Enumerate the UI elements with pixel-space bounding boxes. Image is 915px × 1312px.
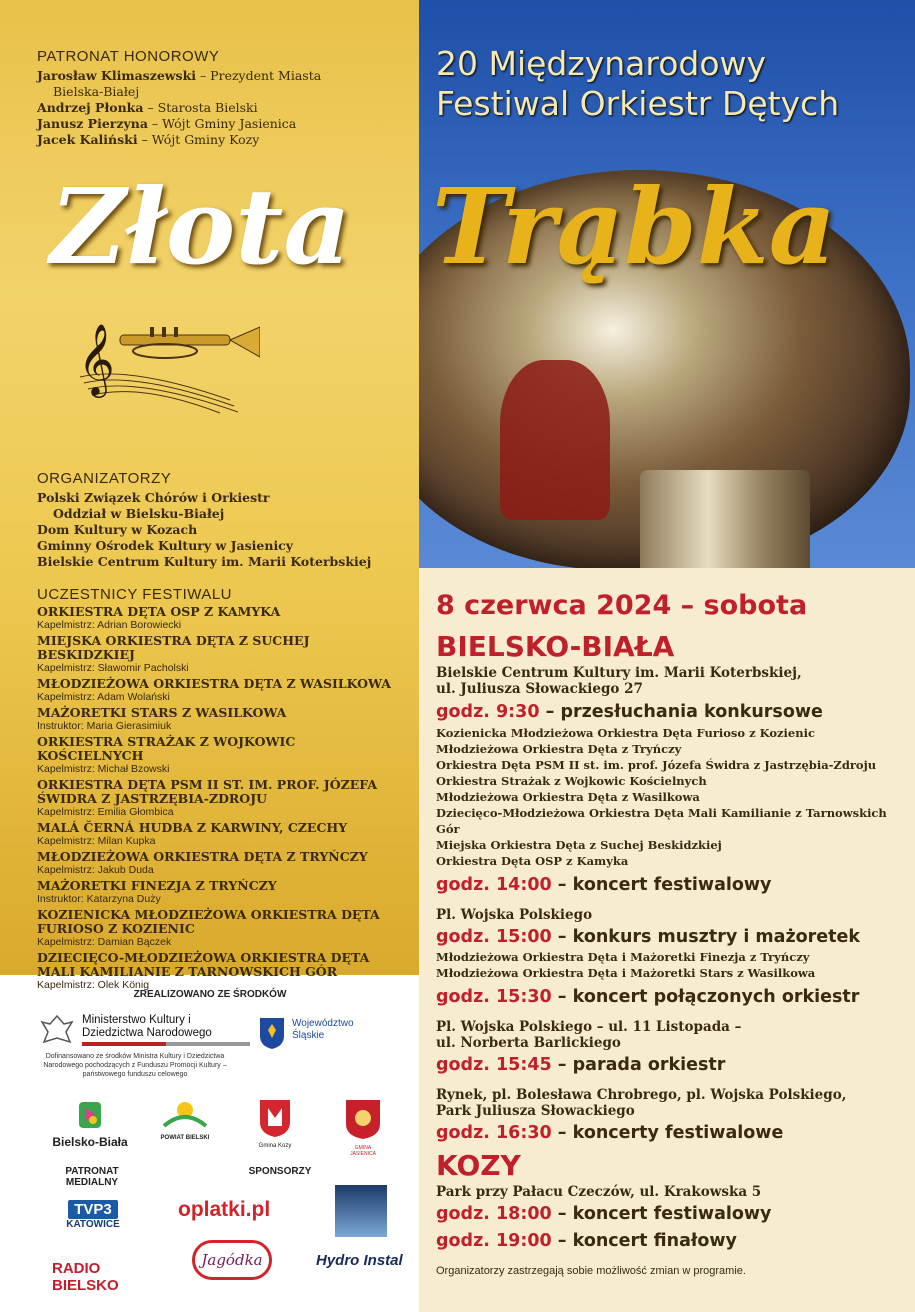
event-time: godz. 14:00 xyxy=(436,875,552,895)
tvp-city: KATOWICE xyxy=(66,1219,120,1230)
bielsko-logo xyxy=(50,1100,130,1149)
kozy-logo xyxy=(255,1098,295,1149)
organizer: Dom Kultury w Kozach xyxy=(37,522,198,537)
event-desc: – koncert festiwalowy xyxy=(551,1204,772,1224)
program-note: Organizatorzy zastrzegają sobie możliwość zmian w programie. xyxy=(436,1265,746,1277)
patron-role: – Wójt Gminy Jasienica xyxy=(147,116,297,131)
venue-address: Bielskie Centrum Kultury im. Marii Koterbskiej, xyxy=(436,665,802,681)
venue-address: Pl. Wojska Polskiego xyxy=(436,907,593,923)
event-time-row xyxy=(436,700,906,724)
event-time-row xyxy=(436,873,906,897)
participant-name: MAŻORETKI FINEZJA Z TRYŃCZY xyxy=(37,878,277,893)
organizer: Bielskie Centrum Kultury im. Marii Koterbskiej xyxy=(37,554,372,569)
ministry-note: Dofinansowano ze środków Ministra Kultury i Dziedzictwa Narodowego pochodzących z Funduszu Promocji Kultury – państwowego funduszu celowego xyxy=(43,1053,227,1078)
bielsko-mark-icon xyxy=(75,1100,105,1130)
participants-section xyxy=(37,586,402,994)
event-time-row xyxy=(436,1229,906,1253)
participant-conductor: Kapelmistrz: Emilia Głombica xyxy=(37,806,174,818)
tuba-tube xyxy=(640,470,810,568)
participant-conductor: Kapelmistrz: Sławomir Pacholski xyxy=(37,662,189,674)
svg-text:𝄞: 𝄞 xyxy=(78,322,115,395)
patron-name: Jarosław Klimaszewski xyxy=(37,68,196,83)
event-time-row xyxy=(436,1053,906,1077)
organizers-section xyxy=(37,470,407,570)
bielsko-name: Bielsko-Biała xyxy=(52,1135,128,1149)
event-time: godz. 19:00 xyxy=(436,1231,552,1251)
title-trabka: Trąbka xyxy=(432,165,837,288)
participant-name: MALÁ ČERNÁ HUDBA Z KARWINY, CZECHY xyxy=(37,820,348,835)
event-time-row xyxy=(436,1202,906,1226)
kozy-crest-icon xyxy=(258,1098,292,1138)
participant-conductor: Kapelmistrz: Jakub Duda xyxy=(37,864,154,876)
tvp-mark: TVP3 xyxy=(68,1200,118,1219)
participant-conductor: Kapelmistrz: Michał Bzowski xyxy=(37,763,170,775)
powiat-name: POWIAT BIELSKI xyxy=(160,1135,210,1141)
event-time: godz. 15:30 xyxy=(436,987,552,1007)
eagle-icon xyxy=(40,1012,74,1050)
band-item: Młodzieżowa Orkiestra Dęta i Mażoretki Finezja z Tryńczy xyxy=(436,950,810,964)
event-time-row xyxy=(436,1121,906,1145)
realized-heading: ZREALIZOWANO ZE ŚRODKÓW xyxy=(133,989,287,1000)
organizer: Gminny Ośrodek Kultury w Jasienicy xyxy=(37,538,294,553)
patronat-heading: PATRONAT HONOROWY xyxy=(37,48,220,65)
band-item: Młodzieżowa Orkiestra Dęta z Wasilkowa xyxy=(436,790,700,804)
participant-name: DZIECIĘCO-MŁODZIEŻOWA ORKIESTRA DĘTA MALI KAMILIANIE Z TARNOWSKICH GÓR xyxy=(37,950,370,979)
musician-reflection xyxy=(500,360,610,520)
patron-name: Jacek Kaliński xyxy=(37,132,138,147)
event-desc: – konkurs musztry i mażoretek xyxy=(551,927,861,947)
participant-conductor: Kapelmistrz: Adrian Borowiecki xyxy=(37,619,182,631)
region-name: Województwo Śląskie xyxy=(292,1018,354,1041)
kozy-name: Gmina Kozy xyxy=(258,1143,292,1149)
event-time: godz. 15:00 xyxy=(436,927,552,947)
venue-address: Pl. Wojska Polskiego – ul. 11 Listopada – xyxy=(436,1019,742,1035)
venue-address: ul. Juliusza Słowackiego 27 xyxy=(436,681,643,697)
powiat-mark-icon xyxy=(160,1100,210,1130)
media-heading: PATRONAT MEDIALNY xyxy=(65,1166,119,1188)
event-desc: – koncert festiwalowy xyxy=(551,875,772,895)
participant-name: ORKIESTRA DĘTA PSM II ST. IM. PROF. JÓZEFA ŚWIDRA Z JASTRZĘBIA-ZDROJU xyxy=(37,777,378,806)
city-kozy: KOZY xyxy=(436,1149,521,1182)
participant-name: MIEJSKA ORKIESTRA DĘTA Z SUCHEJ BESKIDZKIEJ xyxy=(37,633,310,662)
ministry-stripe xyxy=(82,1042,250,1046)
participant-conductor: Instruktor: Maria Gierasimiuk xyxy=(37,720,172,732)
powiat-logo xyxy=(155,1100,215,1141)
city-bielsko: BIELSKO-BIAŁA xyxy=(436,630,675,663)
participant-name: MŁODZIEŻOWA ORKIESTRA DĘTA Z TRYŃCZY xyxy=(37,849,368,864)
venue-address: ul. Norberta Barlickiego xyxy=(436,1035,621,1051)
band-item: Miejska Orkiestra Dęta z Suchej Beskidzkiej xyxy=(436,838,722,852)
participant-conductor: Instruktor: Katarzyna Duży xyxy=(37,893,161,905)
event-desc: – parada orkiestr xyxy=(551,1055,726,1075)
program-list xyxy=(436,630,906,1277)
event-desc: – koncerty festiwalowe xyxy=(551,1123,784,1143)
participants-heading: UCZESTNICY FESTIWALU xyxy=(37,586,233,603)
participant-conductor: Kapelmistrz: Olek König xyxy=(37,979,150,991)
jagodka-logo: Jagódka xyxy=(192,1240,272,1280)
participant-conductor: Kapelmistrz: Milan Kupka xyxy=(37,835,156,847)
participant-conductor: Kapelmistrz: Adam Wolański xyxy=(37,691,170,703)
patron-role: – Starosta Bielski xyxy=(143,100,258,115)
sponsors-heading: SPONSORZY xyxy=(248,1166,312,1177)
shield-eagle-icon xyxy=(258,1016,286,1050)
event-time: godz. 18:00 xyxy=(436,1204,552,1224)
participant-conductor: Kapelmistrz: Damian Bączek xyxy=(37,936,172,948)
festival-title-line1: 20 Międzynarodowy xyxy=(436,44,767,83)
event-time: godz. 15:45 xyxy=(436,1055,552,1075)
patron-role: Bielska-Białej xyxy=(53,84,140,99)
ministry-name: Ministerstwo Kultury i Dziedzictwa Narodowego xyxy=(82,1014,212,1039)
trumpet-icon xyxy=(70,305,260,415)
water-glass-logo xyxy=(335,1185,387,1237)
event-desc: – koncert połączonych orkiestr xyxy=(551,987,860,1007)
participant-name: ORKIESTRA STRAŻAK Z WOJKOWIC KOŚCIELNYCH xyxy=(37,734,296,763)
title-zlota: Złota xyxy=(50,165,351,288)
patron-role: – Wójt Gminy Kozy xyxy=(137,132,260,147)
jasienica-name: GMINA JASIENICA xyxy=(350,1145,376,1157)
band-item: Orkiestra Dęta OSP z Kamyka xyxy=(436,854,629,868)
patron-name: Andrzej Płonka xyxy=(37,100,144,115)
organizer: Polski Związek Chórów i Orkiestr xyxy=(37,490,270,505)
jasienica-logo xyxy=(342,1098,384,1157)
band-item: Kozienicka Młodzieżowa Orkiestra Dęta Furioso z Kozienic xyxy=(436,726,815,740)
jasienica-crest-icon xyxy=(344,1098,382,1140)
tvp-logo xyxy=(58,1200,128,1230)
patronat-section xyxy=(37,48,407,148)
event-date: 8 czerwca 2024 – sobota xyxy=(436,590,808,621)
festival-title xyxy=(436,44,839,124)
band-item: Młodzieżowa Orkiestra Dęta z Tryńczy xyxy=(436,742,682,756)
event-time: godz. 16:30 xyxy=(436,1123,552,1143)
hydro-logo: Hydro Instal xyxy=(316,1252,403,1269)
band-item: Orkiestra Dęta PSM II st. im. prof. Józefa Świdra z Jastrzębia-Zdroju xyxy=(436,758,877,772)
organizer: Oddział w Bielsku-Białej xyxy=(53,506,225,521)
participant-name: MAŻORETKI STARS Z WASILKOWA xyxy=(37,705,287,720)
event-time: godz. 9:30 xyxy=(436,702,540,722)
venue-address: Park przy Pałacu Czeczów, ul. Krakowska 5 xyxy=(436,1184,762,1200)
band-item: Młodzieżowa Orkiestra Dęta i Mażoretki Stars z Wasilkowa xyxy=(436,966,816,980)
participant-name: ORKIESTRA DĘTA OSP Z KAMYKA xyxy=(37,604,281,619)
band-item: Dziecięco-Młodzieżowa Orkiestra Dęta Mali Kamilianie z Tarnowskich Gór xyxy=(436,806,887,836)
participant-name: KOZIENICKA MŁODZIEŻOWA ORKIESTRA DĘTA FURIOSO Z KOZIENIC xyxy=(37,907,380,936)
oplatki-logo: oplatki.pl xyxy=(178,1198,271,1221)
band-item: Orkiestra Strażak z Wojkowic Kościelnych xyxy=(436,774,707,788)
venue-address: Park Juliusza Słowackiego xyxy=(436,1103,635,1119)
event-desc: – koncert finałowy xyxy=(551,1231,737,1251)
patron-role: – Prezydent Miasta xyxy=(195,68,322,83)
participant-name: MŁODZIEŻOWA ORKIESTRA DĘTA Z WASILKOWA xyxy=(37,676,391,691)
venue-address: Rynek, pl. Bolesława Chrobrego, pl. Wojska Polskiego, xyxy=(436,1087,847,1103)
festival-title-line2: Festiwal Orkiestr Dętych xyxy=(436,84,840,123)
radio-logo: RADIO BIELSKO xyxy=(52,1260,119,1294)
event-desc: – przesłuchania konkursowe xyxy=(539,702,823,722)
event-time-row xyxy=(436,985,906,1009)
organizers-heading: ORGANIZATORZY xyxy=(37,470,172,487)
event-time-row xyxy=(436,925,906,949)
patron-name: Janusz Pierzyna xyxy=(37,116,148,131)
